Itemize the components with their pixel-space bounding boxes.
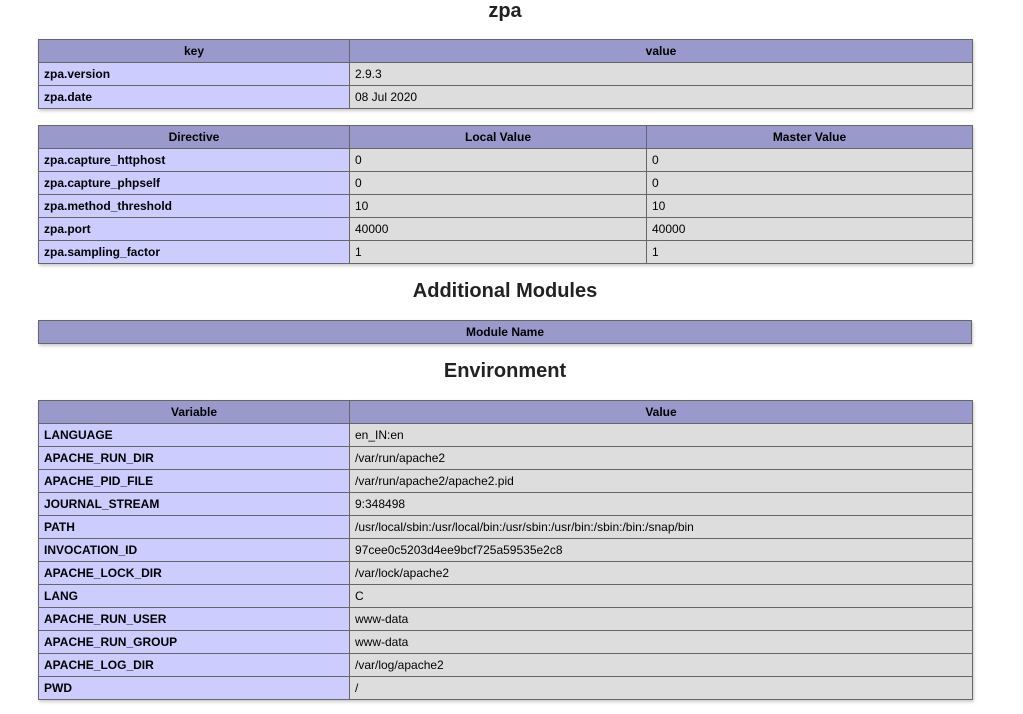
env-variable-value: / [350, 677, 973, 700]
env-variable-value: /var/lock/apache2 [350, 562, 973, 585]
row-key: zpa.version [39, 63, 350, 86]
master-value: 40000 [647, 218, 973, 241]
additional-modules-title: Additional Modules [412, 280, 598, 302]
env-variable-value: 97cee0c5203d4ee9bcf725a59535e2c8 [350, 539, 973, 562]
table-header-row [39, 40, 973, 63]
table-row [39, 585, 973, 608]
env-variable-name: APACHE_RUN_DIR [39, 447, 350, 470]
table-row [39, 86, 973, 109]
env-variable-value: 9:348498 [350, 493, 973, 516]
table-row [39, 218, 973, 241]
env-variable-name: JOURNAL_STREAM [39, 493, 350, 516]
table-header-row [39, 126, 973, 149]
table-row [39, 539, 973, 562]
env-variable-name: LANG [39, 585, 350, 608]
table-row [39, 677, 973, 700]
table-row [39, 493, 973, 516]
table-row [39, 562, 973, 585]
directive-name: zpa.method_threshold [39, 195, 350, 218]
additional-modules-table [38, 320, 972, 344]
directive-name: zpa.port [39, 218, 350, 241]
table-header-row [39, 401, 973, 424]
local-value: 10 [350, 195, 647, 218]
master-value: 10 [647, 195, 973, 218]
env-variable-value: /usr/local/sbin:/usr/local/bin:/usr/sbin:/usr/bin:/sbin:/bin:/snap/bin [350, 516, 973, 539]
env-variable-value: /var/run/apache2 [350, 447, 973, 470]
directive-name: zpa.capture_httphost [39, 149, 350, 172]
table-row [39, 63, 973, 86]
env-variable-value: www-data [350, 631, 973, 654]
master-value: 0 [647, 172, 973, 195]
directive-name: zpa.sampling_factor [39, 241, 350, 264]
environment-title: Environment [443, 360, 567, 382]
env-variable-name: APACHE_LOG_DIR [39, 654, 350, 677]
env-variable-name: PWD [39, 677, 350, 700]
env-variable-name: APACHE_RUN_USER [39, 608, 350, 631]
table-row [39, 241, 973, 264]
column-header-value: value [350, 40, 973, 63]
local-value: 40000 [350, 218, 647, 241]
zpa-section-title: zpa [488, 0, 522, 22]
directive-name: zpa.capture_phpself [39, 172, 350, 195]
column-header-value: Value [350, 401, 973, 424]
env-variable-value: C [350, 585, 973, 608]
table-row [39, 631, 973, 654]
table-row [39, 470, 973, 493]
table-row [39, 172, 973, 195]
local-value: 1 [350, 241, 647, 264]
env-variable-name: PATH [39, 516, 350, 539]
env-variable-name: APACHE_PID_FILE [39, 470, 350, 493]
env-variable-name: INVOCATION_ID [39, 539, 350, 562]
local-value: 0 [350, 149, 647, 172]
environment-table [38, 400, 973, 700]
column-header-module-name: Module Name [39, 321, 972, 344]
column-header-local-value: Local Value [350, 126, 647, 149]
env-variable-value: en_IN:en [350, 424, 973, 447]
table-header-row [39, 321, 972, 344]
table-row [39, 195, 973, 218]
env-variable-value: /var/run/apache2/apache2.pid [350, 470, 973, 493]
column-header-master-value: Master Value [647, 126, 973, 149]
env-variable-value: /var/log/apache2 [350, 654, 973, 677]
row-key: zpa.date [39, 86, 350, 109]
column-header-key: key [39, 40, 350, 63]
master-value: 1 [647, 241, 973, 264]
env-variable-name: APACHE_RUN_GROUP [39, 631, 350, 654]
row-value: 2.9.3 [350, 63, 973, 86]
zpa-directive-table [38, 125, 973, 264]
column-header-variable: Variable [39, 401, 350, 424]
table-row [39, 654, 973, 677]
env-variable-value: www-data [350, 608, 973, 631]
table-row [39, 424, 973, 447]
zpa-info-table [38, 39, 973, 109]
env-variable-name: APACHE_LOCK_DIR [39, 562, 350, 585]
table-row [39, 516, 973, 539]
row-value: 08 Jul 2020 [350, 86, 973, 109]
master-value: 0 [647, 149, 973, 172]
local-value: 0 [350, 172, 647, 195]
table-row [39, 447, 973, 470]
table-row [39, 149, 973, 172]
column-header-directive: Directive [39, 126, 350, 149]
env-variable-name: LANGUAGE [39, 424, 350, 447]
table-row [39, 608, 973, 631]
